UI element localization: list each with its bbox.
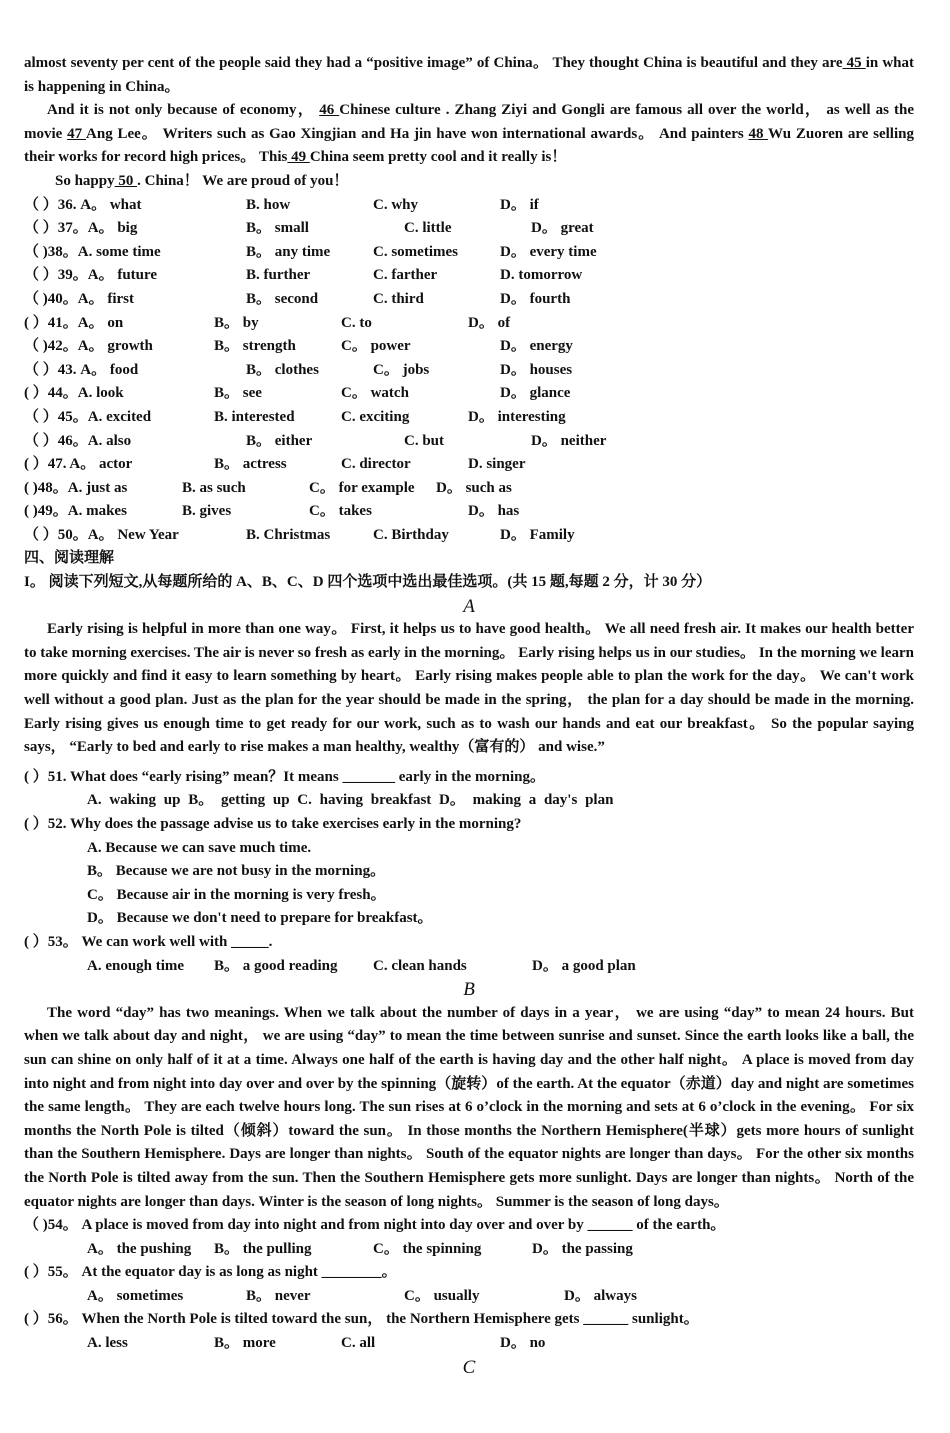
cloze-question-row — [24, 241, 914, 265]
option-d: D。 interesting — [468, 408, 566, 425]
passage-a-text: Early rising is helpful in more than one way。 First, it helps us to have good health。 We all need fresh air. It makes our health better to take morning exercises. The air is never so fresh as early in the morning。 Early rising helps us in our studies。 In the morning we learn more quickly and find it easy to learn something by heart。 Early rising makes people able to plan the work for the day。 We can't work well without a good plan. Just as the plan for the year should be made in the spring， the plan for a day should be made in the morning. Early rising gives us enough time to get ready for our work, such as to wash our hands and eat our breakfast。 So the popular saying says， “Early to bed and early to rise makes a man healthy, wealthy（富有的） and wise.” — [24, 621, 914, 756]
option-b: B。 clothes — [246, 361, 319, 378]
passage-c-label: C — [462, 1356, 476, 1378]
cloze-question-row — [24, 312, 914, 336]
cloze-question-row — [24, 430, 914, 454]
option-b: B。 see — [214, 385, 262, 402]
option-b: B. interested — [214, 408, 295, 425]
question-52-option-c: C。 Because air in the morning is very fresh。 — [87, 886, 386, 903]
option-c: C。 power — [341, 338, 411, 355]
cloze-passage-paragraph2: And it is not only because of economy， 46 Chinese culture . Zhang Ziyi and Gongli are famous all over the world， as well as the movie 47 Ang Lee。 Writers such as Gao Xingjian and Ha jin have won international awards。 And painters 48 Wu Zuoren are selling their works for record high prices。 This 49 China seem pretty cool and it really is！ — [24, 102, 914, 166]
option-b: B. as such — [182, 479, 246, 496]
option-d: D。 such as — [436, 479, 512, 496]
cloze-passage-paragraph3: So happy 50 . China！ We are proud of you！ — [55, 172, 349, 189]
question-number-option-a: （ ）36. A。 what — [24, 196, 142, 213]
question-53-option-d: D。 a good plan — [532, 957, 636, 974]
option-d: D。 energy — [500, 338, 573, 355]
cloze-question-row — [24, 477, 914, 501]
option-b: B。 strength — [214, 338, 296, 355]
question-number-option-a: （ ）43. A。 food — [24, 361, 139, 378]
question-51-options — [24, 789, 914, 813]
option-d: D。 has — [468, 503, 520, 520]
cloze-question-row — [24, 217, 914, 241]
question-54-option-a: A。 the pushing — [87, 1240, 192, 1257]
option-d: D. singer — [468, 456, 526, 473]
question-56: ( ）56。 When the North Pole is tilted toward the sun， the Northern Hemisphere gets ______ sunlight。 — [24, 1311, 699, 1328]
option-c: C. farther — [373, 267, 438, 284]
option-c: C。 jobs — [373, 361, 430, 378]
question-number-option-a: （ ）39。A。 future — [24, 267, 158, 284]
question-55-option-b: B。 never — [246, 1287, 311, 1304]
question-53-option-b: B。 a good reading — [214, 957, 338, 974]
question-number-option-a: ( ）47. A。 actor — [24, 456, 133, 473]
question-56-option-b: B。 more — [214, 1335, 276, 1352]
question-number-option-a: （ )40。A。 first — [24, 290, 134, 307]
option-d: D。 Family — [500, 526, 575, 543]
question-55-options — [24, 1285, 914, 1309]
option-b: B。 any time — [246, 243, 331, 260]
option-b: B. how — [246, 196, 291, 213]
question-52-option-a: A. Because we can save much time. — [87, 839, 312, 856]
question-53-options — [24, 955, 914, 979]
question-number-option-a: （ )38。A. some time — [24, 243, 161, 260]
passage-a-label: A — [463, 595, 475, 617]
question-56-option-c: C. all — [341, 1335, 376, 1352]
option-b: B. gives — [182, 503, 232, 520]
option-d: D。 fourth — [500, 290, 571, 307]
question-54-options — [24, 1238, 914, 1262]
option-c: C. why — [373, 196, 419, 213]
question-52-option-d: D。 Because we don't need to prepare for breakfast。 — [87, 910, 433, 927]
option-d: D。 of — [468, 314, 511, 331]
option-b: B. Christmas — [246, 526, 331, 543]
option-c: C。 for example — [309, 479, 415, 496]
question-number-option-a: ( ）44。A. look — [24, 385, 124, 402]
question-56-option-d: D。 no — [500, 1335, 546, 1352]
option-d: D。 neither — [531, 432, 607, 449]
option-c: C。 takes — [309, 503, 372, 520]
cloze-question-row — [24, 359, 914, 383]
option-b: B. further — [246, 267, 311, 284]
question-53-option-c: C. clean hands — [373, 957, 467, 974]
question-54-option-b: B。 the pulling — [214, 1240, 312, 1257]
question-52-option-b: B。 Because we are not busy in the morning。 — [87, 863, 386, 880]
option-c: C. director — [341, 456, 411, 473]
option-d: D。 every time — [500, 243, 597, 260]
question-51-option-text: A. waking up B。 getting up C. having breakfast D。 making a day's plan — [87, 792, 614, 809]
cloze-question-row — [24, 500, 914, 524]
cloze-question-list — [24, 194, 914, 548]
cloze-question-row — [24, 453, 914, 477]
cloze-question-row — [24, 335, 914, 359]
question-54-option-d: D。 the passing — [532, 1240, 633, 1257]
question-number-option-a: （ ）46。A. also — [24, 432, 132, 449]
question-55-option-a: A。 sometimes — [87, 1287, 184, 1304]
exam-page — [24, 52, 914, 1379]
question-number-option-a: （ ）37。A。 big — [24, 220, 138, 237]
cloze-question-row — [24, 288, 914, 312]
option-c: C. but — [404, 432, 445, 449]
question-number-option-a: （ ）50。A。 New Year — [24, 526, 179, 543]
option-c: C. sometimes — [373, 243, 458, 260]
question-number-option-a: （ )42。A。 growth — [24, 338, 153, 355]
option-d: D。 if — [500, 196, 539, 213]
question-number-option-a: ( )48。A. just as — [24, 479, 128, 496]
question-53: ( ）53。 We can work well with _____. — [24, 933, 273, 950]
option-c: C. Birthday — [373, 526, 449, 543]
passage-b-label: B — [463, 979, 475, 1001]
blank-47: 47 — [67, 125, 87, 142]
option-d: D. tomorrow — [500, 267, 583, 284]
cloze-question-row — [24, 264, 914, 288]
option-c: C. exciting — [341, 408, 410, 425]
question-51: ( ）51. What does “early rising” mean？It means _______ early in the morning。 — [24, 768, 545, 785]
option-d: D。 glance — [500, 385, 571, 402]
option-b: B。 either — [246, 432, 313, 449]
cloze-question-row — [24, 382, 914, 406]
option-c: C. third — [373, 290, 424, 307]
question-55-option-d: D。 always — [564, 1287, 637, 1304]
question-number-option-a: ( )49。A. makes — [24, 503, 127, 520]
option-c: C。 watch — [341, 385, 409, 402]
blank-49: 49 — [287, 149, 310, 166]
blank-46: 46 — [319, 102, 340, 119]
cloze-question-row — [24, 406, 914, 430]
option-c: C. to — [341, 314, 372, 331]
section-instruction: I。 阅读下列短文,从每题所给的 A、B、C、D 四个选项中选出最佳选项。(共 15 题,每题 2 分，计 30 分） — [24, 574, 712, 591]
cloze-question-row — [24, 194, 914, 218]
question-number-option-a: （ ）45。A. excited — [24, 408, 152, 425]
question-52: ( ）52. Why does the passage advise us to take exercises early in the morning? — [24, 816, 522, 832]
question-54: （ )54。 A place is moved from day into night and from night into day over and over by ______ of the earth。 — [24, 1217, 726, 1234]
question-55-option-c: C。 usually — [404, 1287, 480, 1304]
blank-50: 50 — [114, 172, 138, 189]
option-b: B。 second — [246, 290, 319, 307]
blank-48: 48 — [748, 125, 769, 142]
cloze-question-row — [24, 524, 914, 548]
question-55: ( ）55。 At the equator day is as long as night ________。 — [24, 1264, 397, 1281]
question-number-option-a: ( ）41。A。 on — [24, 314, 124, 331]
option-c: C. little — [404, 220, 452, 237]
question-54-option-c: C。 the spinning — [373, 1240, 482, 1257]
question-53-option-a: A. enough time — [87, 957, 185, 974]
option-b: B。 actress — [214, 456, 287, 473]
option-b: B。 by — [214, 314, 259, 331]
question-56-option-a: A. less — [87, 1335, 128, 1352]
question-56-options — [24, 1332, 914, 1356]
option-b: B。 small — [246, 220, 309, 237]
option-d: D。 houses — [500, 361, 573, 378]
passage-b-text: The word “day” has two meanings. When we talk about the number of days in a year， we are using “day” to mean 24 hours. But when we talk about day and night， we are using “day” to mean the time between sunrise and sunset. Since the earth looks like a ball, the sun can shine on only half of it at a time. Always one half of the earth is having day and the other half night。 A place is moved from day into night and from night into day over and over by the spinning（旋转）of the earth. At the equator（赤道）day and night are sometimes the same length。 They are each twelve hours long. The sun rises at 6 o’clock in the morning and sets at 6 o’clock in the evening。 For six months the North Pole is tilted（倾斜）toward the sun。 In those months the Northern Hemisphere(半球）gets more hours of sunlight than the Southern Hemisphere. Days are longer than nights。 South of the equator nights are longer than days。 For the other six months the North Pole is tilted away from the sun. Then the Southern Hemisphere gets more sunlight. Days are longer than nights。 North of the equator nights are longer than days. Winter is the season of long nights。 Summer is the season of long days。 — [24, 1004, 914, 1210]
section-title: 四、阅读理解 — [24, 550, 115, 567]
blank-45: 45 — [842, 55, 866, 71]
cloze-passage-line1: almost seventy per cent of the people said they had a “positive image” of China。 They thought China is beautiful and they are 45 in what is happening in China。 — [24, 55, 914, 95]
option-d: D。 great — [531, 220, 594, 237]
